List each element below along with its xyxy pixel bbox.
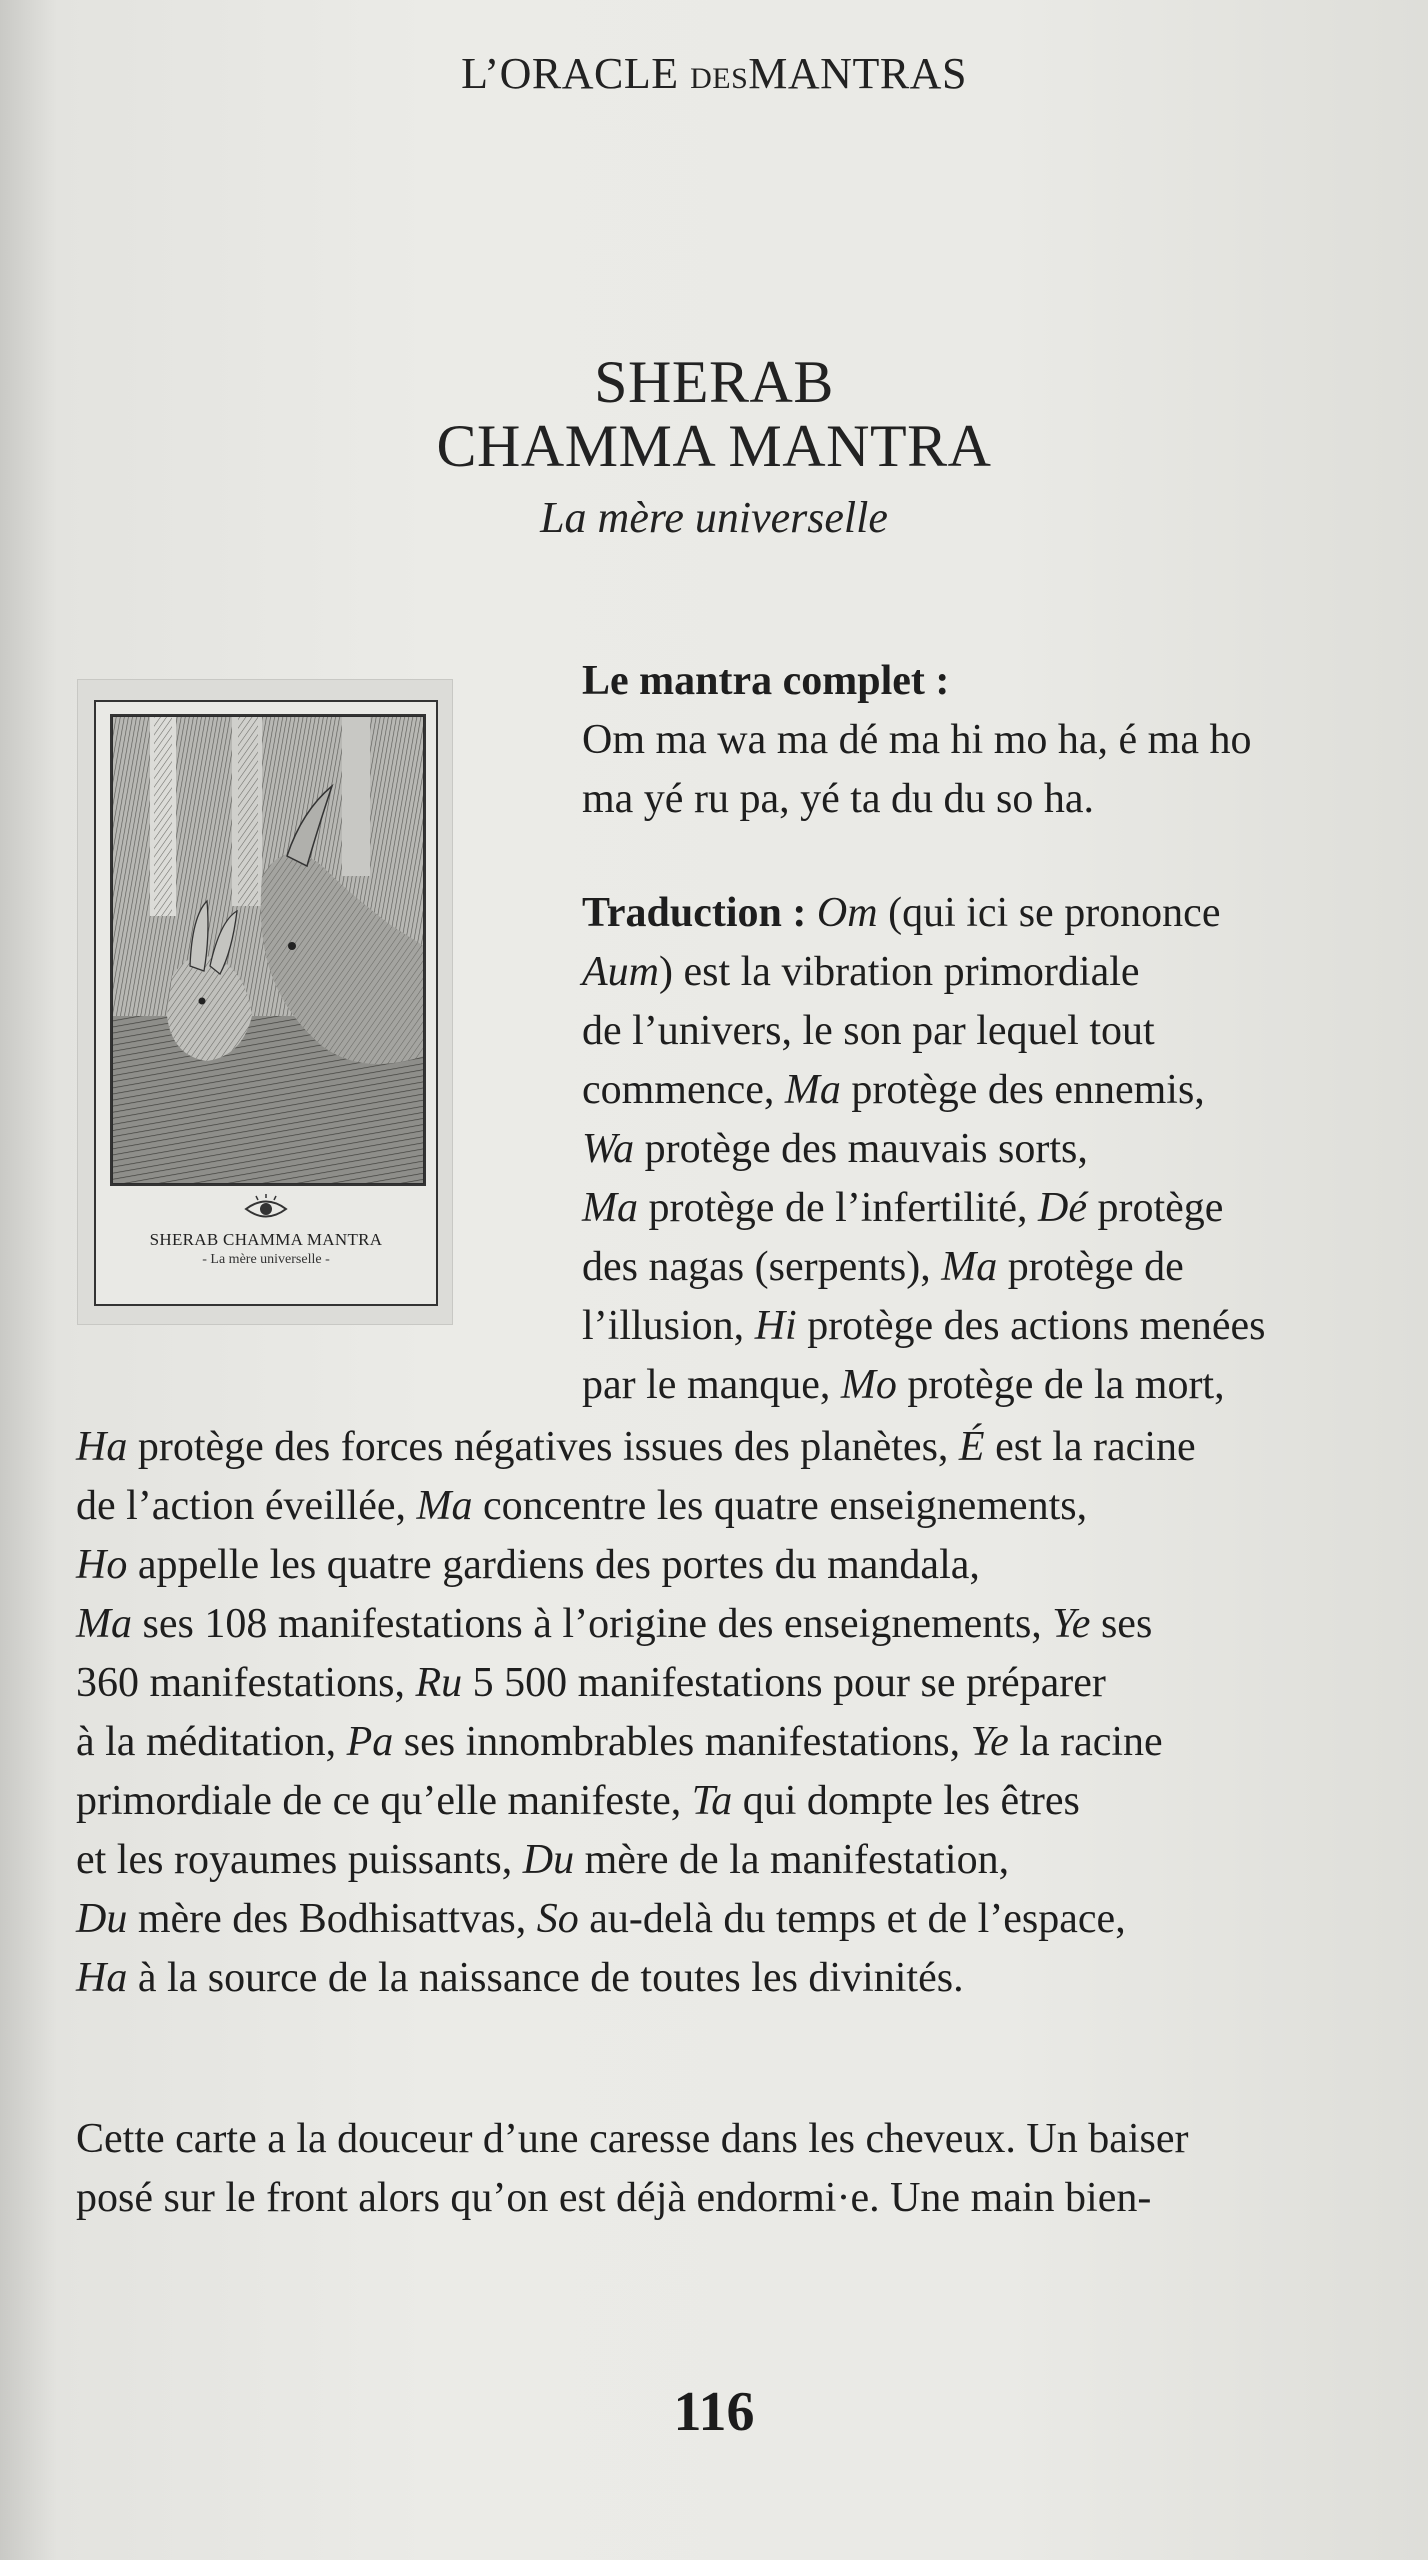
translation-full-line-9 — [76, 1890, 1196, 1949]
syllable: Dé — [1038, 1185, 1087, 1231]
mantra-line-1: Om ma wa ma dé ma hi mo ha, é ma ho — [582, 717, 1252, 763]
translation-full-line-6 — [76, 1713, 1196, 1772]
mantra-label: Le mantra complet : — [582, 658, 950, 704]
text-run: protège — [1087, 1185, 1224, 1231]
oracle-card-image — [78, 680, 452, 1324]
translation-line-7 — [582, 1238, 1266, 1297]
text-run: commence, — [582, 1067, 785, 1113]
text-run: est la racine — [984, 1424, 1196, 1470]
text-run: de l’action éveillée, — [76, 1483, 417, 1529]
page-title-line-2: CHAMMA MANTRA — [436, 413, 992, 479]
card-inner — [94, 700, 438, 1306]
full-width-text — [76, 1418, 1196, 2008]
translation-line-6 — [582, 1179, 1266, 1238]
right-column-text — [582, 652, 1266, 1415]
text-run: et les royaumes puissants, — [76, 1837, 523, 1883]
text-run: protège de — [997, 1244, 1184, 1290]
translation-line-8 — [582, 1297, 1266, 1356]
translation-line-1 — [582, 884, 1266, 943]
text-run: protège de la mort, — [896, 1362, 1225, 1408]
text-run: ses innombrables manifestations, — [393, 1719, 971, 1765]
running-head-prefix: L’ORACLE — [461, 49, 679, 98]
card-illustration — [110, 714, 426, 1186]
text-run: l’illusion, — [582, 1303, 755, 1349]
text-run: ses 108 manifestations à l’origine des enseignements, — [132, 1601, 1053, 1647]
title-block — [0, 350, 1428, 546]
translation-line-3: de l’univers, le son par lequel tout — [582, 1008, 1155, 1054]
text-run: protège de l’infertilité, — [638, 1185, 1039, 1231]
text-run: au-delà du temps et de l’espace, — [578, 1896, 1126, 1942]
syllable: Hi — [754, 1303, 797, 1349]
syllable: É — [958, 1424, 985, 1470]
syllable: Ha — [76, 1955, 128, 2001]
translation-full-line-4 — [76, 1595, 1196, 1654]
syllable: Ma — [582, 1185, 638, 1231]
syllable: Ye — [1052, 1601, 1091, 1647]
text-run: 5 500 manifestations pour se préparer — [462, 1660, 1106, 1706]
page-number: 116 — [673, 2381, 755, 2443]
syllable: Ma — [784, 1067, 841, 1113]
translation-full-line-5 — [76, 1654, 1196, 1713]
text-run: primordiale de ce qu’elle manifeste, — [76, 1778, 692, 1824]
text-run: la racine — [1008, 1719, 1163, 1765]
page-title-line-1: SHERAB — [594, 349, 834, 415]
text-run: qui dompte les êtres — [732, 1778, 1080, 1824]
text-run: des nagas (serpents), — [582, 1244, 942, 1290]
text-run: 360 manifestations, — [76, 1660, 416, 1706]
page-subtitle: La mère universelle — [540, 493, 888, 542]
syllable: Ma — [416, 1483, 473, 1529]
eye-icon — [244, 1194, 288, 1229]
syllable: Du — [76, 1896, 128, 1942]
mantra-line-2: ma yé ru pa, yé ta du du so ha. — [582, 776, 1095, 822]
syllable: Aum — [582, 949, 659, 995]
running-head — [0, 48, 1428, 99]
text-run: protège des mauvais sorts, — [634, 1126, 1088, 1172]
syllable: Ye — [970, 1719, 1009, 1765]
text-run: appelle les quatre gardiens des portes du mandala, — [127, 1542, 980, 1588]
closing-line-2: posé sur le front alors qu’on est déjà endormi·e. Une main bien- — [76, 2175, 1152, 2221]
closing-line-1: Cette carte a la douceur d’une caresse dans les cheveux. Un baiser — [76, 2116, 1189, 2162]
syllable: Wa — [582, 1126, 635, 1172]
text-run: concentre les quatre enseignements, — [472, 1483, 1088, 1529]
text-run: protège des forces négatives issues des planètes, — [127, 1424, 959, 1470]
translation-full-line-10 — [76, 1949, 1196, 2008]
text-run: (qui ici se prononce — [877, 890, 1221, 936]
syllable: Pa — [346, 1719, 394, 1765]
translation-label: Traduction : — [582, 890, 807, 936]
text-run: par le manque, — [582, 1362, 841, 1408]
card-title: SHERAB CHAMMA MANTRA — [149, 1230, 383, 1249]
translation-full-line-3 — [76, 1536, 1196, 1595]
text-run: mère de la manifestation, — [574, 1837, 1010, 1883]
translation-full-line-7 — [76, 1772, 1196, 1831]
translation-line-4 — [582, 1061, 1266, 1120]
syllable: Ta — [691, 1778, 733, 1824]
syllable: So — [536, 1896, 579, 1942]
syllable: Ru — [415, 1660, 463, 1706]
paragraph-gap — [582, 829, 1266, 884]
syllable: Ma — [76, 1601, 132, 1647]
syllable: Du — [522, 1837, 575, 1883]
text-run: ) est la vibration primordiale — [659, 949, 1140, 995]
translation-full-line-2 — [76, 1477, 1196, 1536]
translation-line-2 — [582, 943, 1266, 1002]
text-run: à la méditation, — [76, 1719, 347, 1765]
syllable: Om — [816, 890, 878, 936]
translation-line-9 — [582, 1356, 1266, 1415]
text-run: mère des Bodhisattvas, — [127, 1896, 537, 1942]
running-head-suffix: MANTRAS — [748, 49, 967, 98]
text-run: protège des ennemis, — [840, 1067, 1205, 1113]
syllable: Ho — [76, 1542, 128, 1588]
translation-full-line-8 — [76, 1831, 1196, 1890]
card-subtitle: - La mère universelle - — [202, 1252, 330, 1267]
card-illustration-art — [112, 716, 424, 1184]
syllable: Mo — [840, 1362, 897, 1408]
text-run: à la source de la naissance de toutes les divinités. — [127, 1955, 964, 2001]
syllable: Ma — [941, 1244, 998, 1290]
running-head-middle: DES — [690, 62, 749, 95]
syllable: Ha — [76, 1424, 128, 1470]
text-run: ses — [1090, 1601, 1153, 1647]
translation-full-line-1 — [76, 1418, 1196, 1477]
translation-line-5 — [582, 1120, 1266, 1179]
closing-paragraph — [76, 2110, 1189, 2228]
text-run: protège des actions menées — [796, 1303, 1266, 1349]
